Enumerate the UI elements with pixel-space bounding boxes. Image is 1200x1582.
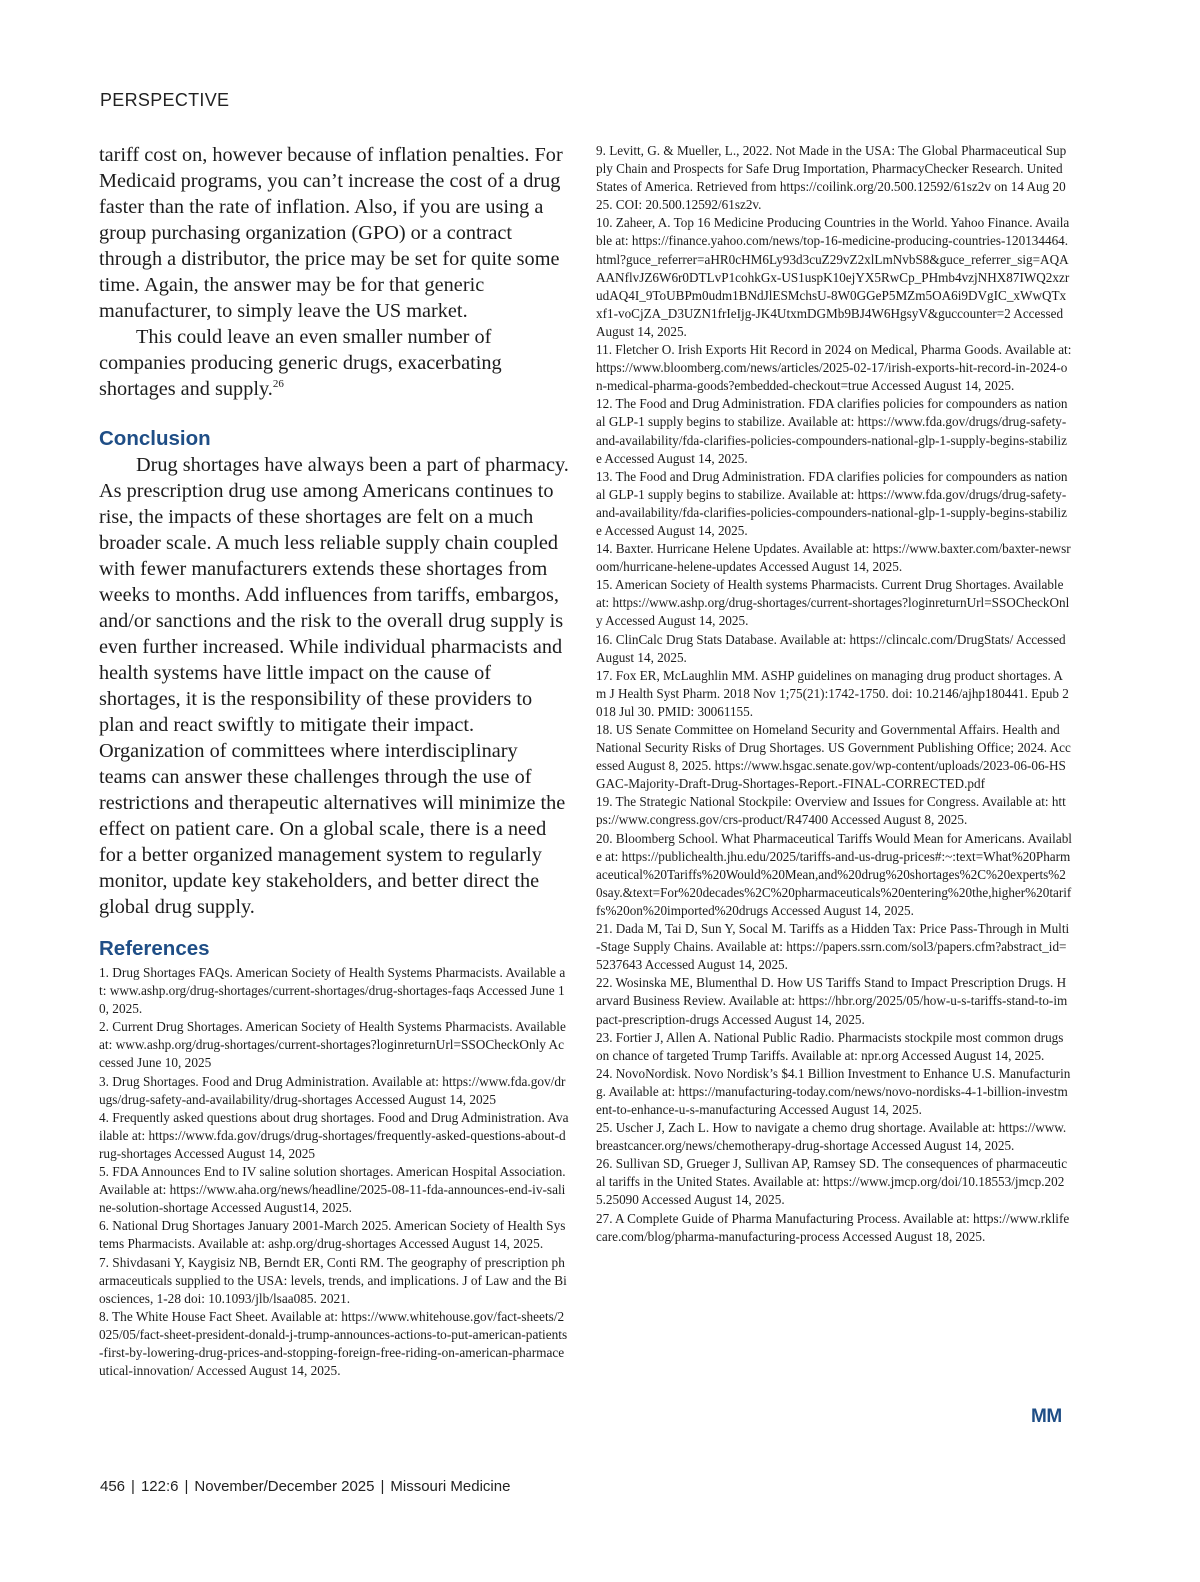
reference-item: 5. FDA Announces End to IV saline solution shortages. American Hospital Association. Available at: https://www.aha.org/news/headline/2025-08-11-fda-announces-end-iv-saline-solution-shortage Accessed August14, 2025. xyxy=(99,1164,566,1216)
left-column xyxy=(99,142,569,1380)
reference-item: 12. The Food and Drug Administration. FDA clarifies policies for compounders as national GLP-1 supply begins to stabilize. Available at: https://www.fda.gov/drugs/drug-safety-and-availability/fda-clarifies-policies-compounders-national-glp-1-supply-begins-stabilize Accessed August 14, 2025. xyxy=(596,396,1068,466)
section-label: PERSPECTIVE xyxy=(100,90,230,110)
reference-item: 3. Drug Shortages. Food and Drug Administration. Available at: https://www.fda.gov/drugs/drug-safety-and-availability/drug-shortages Accessed August 14, 2025 xyxy=(99,1073,566,1107)
footer-separator: | xyxy=(131,1478,135,1495)
reference-item: 22. Wosinska ME, Blumenthal D. How US Tariffs Stand to Impact Prescription Drugs. Harvard Business Review. Available at: https://hbr.org/2025/05/how-u-s-tariffs-stand-to-impact-prescription-drugs Accessed August 14, 2025. xyxy=(596,975,1068,1027)
reference-item: 23. Fortier J, Allen A. National Public Radio. Pharmacists stockpile most common drugs on chance of targeted Trump Tariffs. Available at: npr.org Accessed August 14, 2025. xyxy=(596,1029,1064,1063)
reference-item: 17. Fox ER, McLaughlin MM. ASHP guidelines on managing drug product shortages. Am J Health Syst Pharm. 2018 Nov 1;75(21):1742-1750. doi: 10.2146/ajhp180441. Epub 2018 Jul 30. PMID: 30061155. xyxy=(596,667,1069,719)
reference-item: 24. NovoNordisk. Novo Nordisk’s $4.1 Billion Investment to Enhance U.S. Manufacturing. Available at: https://manufacturing-today.com/news/novo-nordisks-4-1-billion-investment-to-enhance-u-s-manufacturing Accessed August 14, 2025. xyxy=(596,1065,1071,1117)
reference-item: 2. Current Drug Shortages. American Society of Health Systems Pharmacists. Available at: www.ashp.org/drug-shortages/current-shortages?loginreturnUrl=SSOCheckOnly Accessed June 10, 2025 xyxy=(99,1019,566,1071)
journal-logo: MM xyxy=(1031,1406,1062,1427)
reference-list-right xyxy=(596,142,1072,1246)
reference-item: 1. Drug Shortages FAQs. American Society of Health Systems Pharmacists. Available at: www.ashp.org/drug-shortages/current-shortages/drug-shortages-faqs Accessed June 10, 2025. xyxy=(99,965,566,1017)
reference-item: 26. Sullivan SD, Grueger J, Sullivan AP, Ramsey SD. The consequences of pharmaceutical tariffs in the United States. Available at: https://www.jmcp.org/doi/10.18553/jmcp.2025.25090 Accessed August 14, 2025. xyxy=(596,1156,1068,1208)
reference-item: 15. American Society of Health systems Pharmacists. Current Drug Shortages. Available at: https://www.ashp.org/drug-shortages/current-shortages?loginreturnUrl=SSOCheckOnly Accessed August 14, 2025. xyxy=(596,577,1070,629)
reference-item: 10. Zaheer, A. Top 16 Medicine Producing Countries in the World. Yahoo Finance. Available at: https://finance.yahoo.com/news/top-16-medicine-producing-countries-120134464.html?guce_referrer=aHR0cHM6Ly93d3cuZ29vZ2xlLmNvbS8&guce_referrer_sig=AQAAANflvJZ6W6r0DTLvP1cohkGx-US1uspK10ejYX5RwCp_PHmb4vzjNHX87IWQ2xzrudAQ4I_9ToUBPm0udm1BNdJlESMchsU-8W0GGeP5MZm5OA6i9DVgIC_xWwQTxxf1-voCjZA_D3UZN1frIeIjg-JK4UtxmDGMb9BJ4W6HgsyV&guccounter=2 Accessed August 14, 2025. xyxy=(596,215,1070,339)
citation-superscript: 26 xyxy=(272,378,284,391)
footer-separator: | xyxy=(184,1478,189,1495)
issue-date: November/December 2025 xyxy=(194,1478,375,1495)
reference-item: 8. The White House Fact Sheet. Available at: https://www.whitehouse.gov/fact-sheets/2025/05/fact-sheet-president-donald-j-trump-announces-actions-to-put-american-patients-first-by-lowering-drug-prices-and-stopping-foreign-free-riding-on-american-pharmaceutical-innovation/ Accessed August 14, 2025. xyxy=(99,1308,568,1379)
reference-item: 16. ClinCalc Drug Stats Database. Available at: https://clincalc.com/DrugStats/ Accessed August 14, 2025. xyxy=(596,631,1066,665)
reference-item: 11. Fletcher O. Irish Exports Hit Record in 2024 on Medical, Pharma Goods. Available at: https://www.bloomberg.com/news/articles/2025-02-17/irish-exports-hit-record-in-2024-on-medical-pharma-goods?embedded-checkout=true Accessed August 14, 2025. xyxy=(596,342,1072,394)
reference-list-left xyxy=(99,964,569,1380)
page-footer xyxy=(100,1478,510,1495)
reference-item: 4. Frequently asked questions about drug shortages. Food and Drug Administration. Available at: https://www.fda.gov/drugs/drug-shortages/frequently-asked-questions-about-drug-shortages Accessed August 14, 2025 xyxy=(99,1109,569,1161)
reference-item: 21. Dada M, Tai D, Sun Y, Socal M. Tariffs as a Hidden Tax: Price Pass-Through in Multi-Stage Supply Chains. Available at: https://papers.ssrn.com/sol3/papers.cfm?abstract_id=5237643 Accessed August 14, 2025. xyxy=(596,921,1070,973)
paragraph-generic-companies xyxy=(99,324,569,402)
reference-item: 9. Levitt, G. & Mueller, L., 2022. Not Made in the USA: The Global Pharmaceutical Supply Chain and Prospects for Safe Drug Importation, PharmacyChecker Research. United States of America. Retrieved from https://coilink.org/20.500.12592/61sz2v on 14 Aug 2025. COI: 20.500.12592/61sz2v. xyxy=(596,143,1067,213)
article-body xyxy=(99,142,569,920)
reference-item: 14. Baxter. Hurricane Helene Updates. Available at: https://www.baxter.com/baxter-newsroom/hurricane-helene-updates Accessed August 14, 2025. xyxy=(596,541,1071,575)
right-column xyxy=(596,142,1072,1246)
page-number: 456 xyxy=(100,1478,126,1495)
reference-item: 7. Shivdasani Y, Kaygisiz NB, Berndt ER, Conti RM. The geography of prescription pharmaceuticals supplied to the USA: levels, trends, and implications. J of Law and the Biosciences, 1-28 doi: 10.1093/jlb/lsaa085. 2021. xyxy=(99,1254,567,1306)
conclusion-heading: Conclusion xyxy=(99,427,211,450)
reference-item: 20. Bloomberg School. What Pharmaceutical Tariffs Would Mean for Americans. Available at: https://publichealth.jhu.edu/2025/tariffs-and-us-drug-prices#:~:text=What%20Pharmaceutical%20Tariffs%20Would%20Mean,and%20drug%20shortages%2C%20experts%20say.&text=For%20decades%2C%20pharmaceuticals%20entering%20the,higher%20tariffs%20on%20imported%20drugs Accessed August 14, 2025. xyxy=(596,830,1072,918)
issue-number: 122:6 xyxy=(140,1478,179,1495)
reference-item: 6. National Drug Shortages January 2001-March 2025. American Society of Health Systems Pharmacists. Available at: ashp.org/drug-shortages Accessed August 14, 2025. xyxy=(99,1218,566,1252)
footer-separator: | xyxy=(380,1478,385,1495)
paragraph-tariff-cost: tariff cost on, however because of inflation penalties. For Medicaid programs, you can’t increase the cost of a drug faster than the rate of inflation. Also, if you are using a group purchasing organization (GPO) or a contract through a distributor, the price may be set for quite some time. Again, the answer may be for that generic manufacturer, to simply leave the US market. xyxy=(99,144,563,322)
reference-item: 18. US Senate Committee on Homeland Security and Governmental Affairs. Health and National Security Risks of Drug Shortages. US Government Publishing Office; 2024. Accessed August 8, 2025. https://www.hsgac.senate.gov/wp-content/uploads/2023-06-06-HSGAC-Majority-Draft-Drug-Shortages-Report.-FINAL-CORRECTED.pdf xyxy=(596,722,1071,792)
references-heading: References xyxy=(99,937,210,960)
reference-item: 19. The Strategic National Stockpile: Overview and Issues for Congress. Available at: https://www.congress.gov/crs-product/R47400 Accessed August 8, 2025. xyxy=(596,794,1066,828)
reference-item: 27. A Complete Guide of Pharma Manufacturing Process. Available at: https://www.rklifecare.com/blog/pharma-manufacturing-process Accessed August 18, 2025. xyxy=(596,1210,1070,1244)
reference-item: 13. The Food and Drug Administration. FDA clarifies policies for compounders as national GLP-1 supply begins to stabilize. Available at: https://www.fda.gov/drugs/drug-safety-and-availability/fda-clarifies-policies-compounders-national-glp-1-supply-begins-stabilize Accessed August 14, 2025. xyxy=(596,468,1068,538)
journal-name: Missouri Medicine xyxy=(390,1478,511,1495)
conclusion-paragraph: Drug shortages have always been a part of pharmacy. As prescription drug use among Americans continues to rise, the impacts of these shortages are felt on a much broader scale. A much less reliable supply chain coupled with fewer manufacturers extends these shortages from weeks to months. Add influences from tariffs, embargos, and/or sanctions and the risk to the overall drug supply is even further increased. While individual pharmacists and health systems have little impact on the cause of shortages, it is the responsibility of these providers to plan and react swiftly to mitigate their impact. Organization of committees where interdisciplinary teams can answer these challenges through the use of restrictions and therapeutic alternatives will minimize the effect on patient care. On a global scale, there is a need for a better organized management system to regularly monitor, update key stakeholders, and better direct the global drug supply. xyxy=(99,454,569,918)
paragraph-generic-companies-text: This could leave an even smaller number of companies producing generic drugs, exacerbating shortages and supply. xyxy=(99,326,502,400)
reference-item: 25. Uscher J, Zach L. How to navigate a chemo drug shortage. Available at: https://www.breastcancer.org/news/chemotherapy-drug-shortage Accessed August 14, 2025. xyxy=(596,1120,1067,1154)
